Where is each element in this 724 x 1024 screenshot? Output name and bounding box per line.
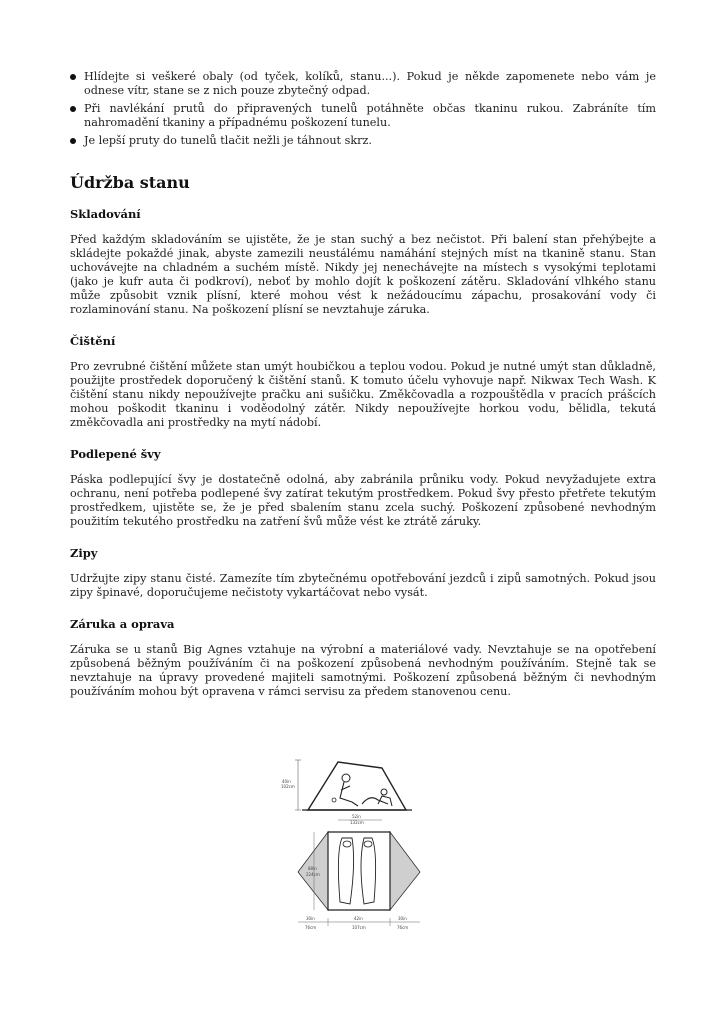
bottom-width-in-label: 42in — [354, 916, 363, 921]
bullet-icon — [70, 106, 76, 112]
section-title: Údržba stanu — [70, 173, 190, 192]
subsection-text-cleaning: Pro zevrubné čištění můžete stan umýt houbičkou a teplou vodou. Pokud je nutné umýt stan důkladně, použijte prostředek doporučený k čištění stanů. K tomuto účelu vyhovuje např. Nikwax Tech Wash. K čištění stanu nikdy nepoužívejte pračku ani sušičku. Změkčovadla a rozpouštědla v pracích prášcích mohou poškodit tkaninu i voděodolný zátěr. Nikdy nepoužívejte horkou vodu, bělidla, tekutá změkčovadla ani prostředky na mytí nádobí. — [70, 360, 656, 429]
top-width-in-label: 52in — [352, 814, 361, 819]
subsection-heading-seams: Podlepené švy — [70, 447, 161, 461]
height-cm-label: 102cm — [281, 784, 295, 789]
list-item-text: Při navlékání prutů do připravených tunelů potáhněte občas tkaninu rukou. Zabráníte tím nahromadění tkaniny a případnému poškození tunelu. — [84, 102, 656, 129]
subsection-heading-zippers: Zipy — [70, 546, 98, 560]
subsection-text-zippers: Udržujte zipy stanu čisté. Zamezíte tím zbytečnému opotřebování jezdců i zipů samotných. Pokud jsou zipy špinavé, doporučujeme nečistoty vykartáčovat nebo vysát. — [70, 572, 656, 599]
vestibule-left-in-label: 30in — [306, 916, 315, 921]
list-item-text: Hlídejte si veškeré obaly (od tyček, kolíků, stanu...). Pokud je někde zapomenete nebo vám je odnese vítr, stane se z nich pouze zbytečný odpad. — [84, 70, 656, 97]
list-item-text: Je lepší pruty do tunelů tlačit nežli je táhnout skrz. — [84, 134, 372, 147]
bullet-icon — [70, 74, 76, 80]
subsection-heading-warranty: Záruka a oprava — [70, 617, 175, 631]
subsection-text-warranty: Záruka se u stanů Big Agnes vztahuje na výrobní a materiálové vady. Nevztahuje se na opotřebení způsobená běžným používáním či na poškození způsobená nevhodným používáním. Stejně tak se nevztahuje na úpravy provedené majiteli samotnými. Poškození způsobená běžným či nevhodným používáním mohou být opravena v rámci servisu za předem stanovenou cenu. — [70, 643, 656, 698]
tent-top-view — [298, 814, 420, 930]
vestibule-right-cm-label: 76cm — [397, 925, 409, 930]
vestibule-left-cm-label: 76cm — [305, 925, 317, 930]
vestibule-right-in-label: 30in — [398, 916, 407, 921]
tent-side-view — [281, 760, 412, 810]
top-width-cm-label: 132cm — [350, 820, 364, 825]
tent-dimensions-figure — [278, 752, 438, 942]
subsection-heading-cleaning: Čištění — [70, 334, 116, 348]
bullet-icon — [70, 138, 76, 144]
length-cm-label: 224cm — [306, 872, 320, 877]
height-in-label: 40in — [282, 779, 291, 784]
subsection-text-storage: Před každým skladováním se ujistěte, že je stan suchý a bez nečistot. Při balení stan přehýbejte a skládejte pokaždé jinak, abyste zamezili neustálému namáhání stejných míst na tkanině stanu. Stan uchovávejte na chladném a suchém místě. Nikdy jej nenechávejte na místech s vysokými teplotami (jako je kufr auta či podkroví), neboť by mohlo dojít k poškození zátěru. Skladování vlhkého stanu může způsobit vznik plísní, které mohou vést k nežádoucímu zápachu, prosakování vody či rozlaminování stanu. Na poškození plísní se nevztahuje záruka. — [70, 233, 656, 316]
list-item — [70, 70, 656, 98]
tips-list — [70, 70, 656, 148]
tent-diagram — [278, 752, 438, 942]
bottom-width-cm-label: 107cm — [352, 925, 366, 930]
subsection-heading-storage: Skladování — [70, 207, 141, 221]
list-item — [70, 134, 656, 148]
document-content — [70, 70, 656, 716]
list-item — [70, 102, 656, 130]
subsection-text-seams: Páska podlepující švy je dostatečně odolná, aby zabránila průniku vody. Pokud nevyžadujete extra ochranu, není potřeba podlepené švy zatírat tekutým prostředkem. Pokud švy přesto přetřete tekutým prostředkem, ujistěte se, že je před sbalením stanu zcela suchý. Poškození způsobené nevhodným použitím tekutého prostředku na zatření švů může vést ke ztrátě záruky. — [70, 473, 656, 528]
length-in-label: 88in — [308, 866, 317, 871]
